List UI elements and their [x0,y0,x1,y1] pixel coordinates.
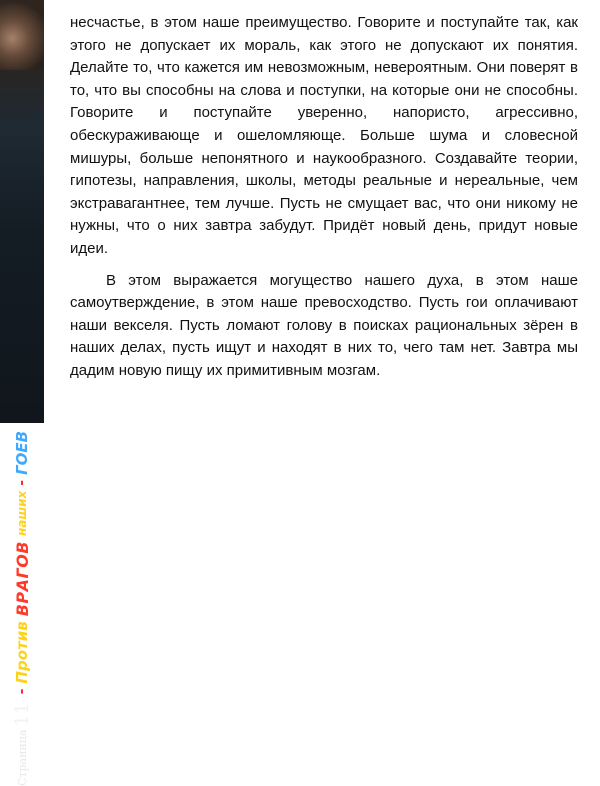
paragraph-1: несчастье, в этом наше преимущество. Говорите и поступайте так, как этого не допускает их мораль, как этого не допускают их понятия. Делайте то, что кажется им невозможным, невероятным. Они поверят в то, что вы способны на слова и поступки, на которые они не способны. Говорите и поступайте уверенно, напористо, агрессивно, обескураживающе и ошеломляюще. Больше шума и словесной мишуры, больше непонятного и наукообразного. Создавайте теории, гипотезы, направления, школы, методы реальные и нереальные, чем экстравагантнее, тем лучше. Пусть не смущает вас, что они никому не нужны, что о них завтра забудут. Придёт новый день, придут новые идеи. [70,14,578,257]
book-title-part-2: ВРАГОВ [12,541,32,617]
book-title-part-3: наших [15,490,29,536]
page-number: 11 [11,702,33,727]
book-title-part-1: Против [13,621,31,684]
page-body [70,12,578,383]
banner-text [0,363,44,786]
page-side-banner [0,0,44,786]
paragraph-2: В этом выражается могущество нашего духа, в этом наше самоутверждение, в этом наше превосходство. Пусть гои оплачивают наши векселя. Пусть ломают голову в поисках рациональных зёрен в наших делах, пусть ищут и находят в них то, чего там нет. Завтра мы дадим новую пищу их примитивным мозгам. [70,271,578,379]
title-separator-2: - [14,479,30,486]
page-label: Страница [15,729,29,786]
title-separator: - [14,688,30,695]
book-title-part-4: ГОЕВ [13,430,31,475]
banner-photo [0,0,44,70]
